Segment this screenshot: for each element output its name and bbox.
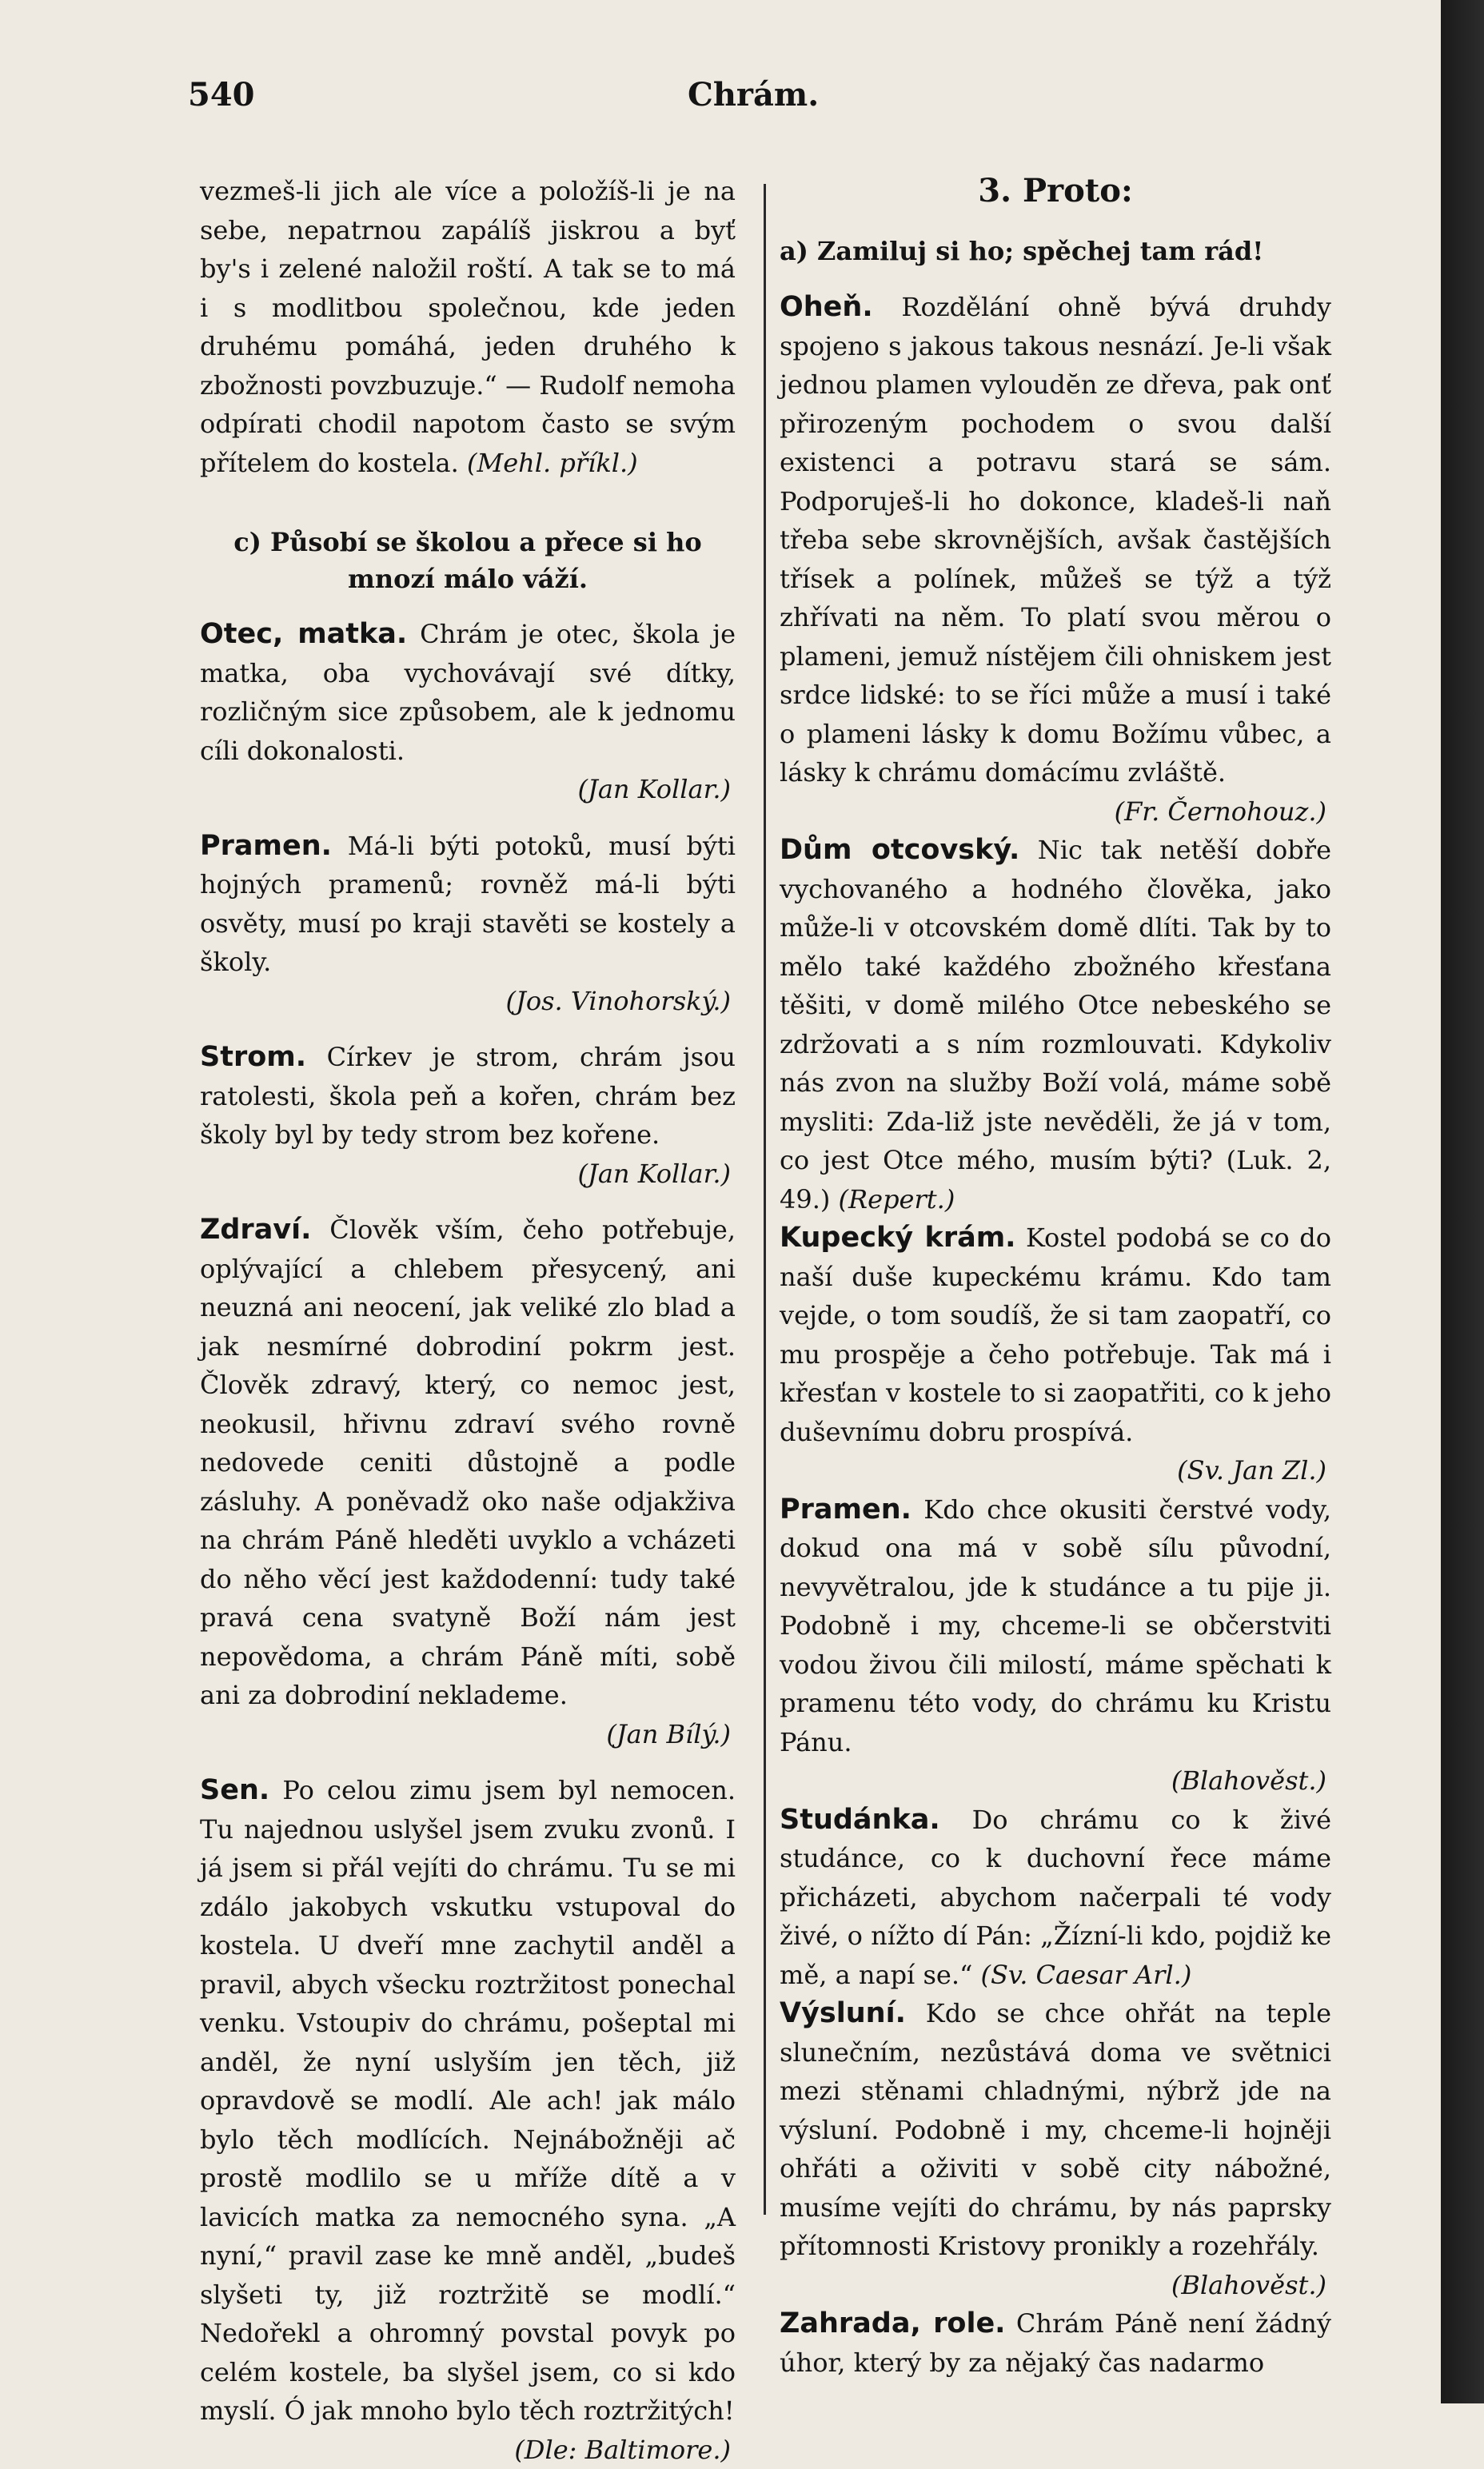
entry-text: Kostel podobá se co do naší duše kupeckému krámu. Kdo tam vejde, o tom soudíš, že si tam zaopatří, co mu prospěje a čeho potřebuje. Tak má i křesťan v kostele to si zaopatřiti, co k jeho duševnímu dobru prospívá. bbox=[780, 1223, 1331, 1447]
entry-studanka bbox=[780, 1801, 1331, 1995]
entry-keyword: Pramen. bbox=[200, 830, 332, 862]
entry-keyword: Zdraví. bbox=[200, 1214, 311, 1246]
scan-edge bbox=[1441, 0, 1484, 2403]
right-column bbox=[780, 172, 1331, 2382]
entry-keyword: Výsluní. bbox=[780, 1997, 906, 2029]
entry-zahrada-role bbox=[780, 2304, 1331, 2382]
entry-strom bbox=[200, 1038, 736, 1193]
entry-text: Nic tak netěší dobře vychovaného a hodného člověka, jako může-li v otcovském domě dlíti. Tak by to mělo také každého zbožného křesťana těšiti, v domě milého Otce nebeského se zdržovati a s ním rozmlouvati. Kdykoliv nás zvon na služby Boží volá, máme sobě mysliti: Zda-liž jste nevěděli, že já v tom, co jest Otce mého, musím býti? (Luk. 2, 49.) bbox=[780, 835, 1331, 1215]
sub-heading-a: a) Zamiluj si ho; spěchej tam rád! bbox=[780, 232, 1331, 271]
entry-ohen bbox=[780, 288, 1331, 831]
source-citation: (Jan Bílý.) bbox=[200, 1715, 736, 1754]
source-citation: (Blahověst.) bbox=[780, 2266, 1331, 2305]
entry-text: Chrám je otec, škola je matka, oba vychovávají své dítky, rozličným sice způsobem, ale k jednomu cíli dokonalosti. bbox=[200, 619, 736, 766]
source-citation: (Fr. Černohouz.) bbox=[780, 792, 1331, 832]
entry-keyword: Otec, matka. bbox=[200, 618, 407, 650]
entry-keyword: Studánka. bbox=[780, 1804, 940, 1836]
source-citation: (Sv. Jan Zl.) bbox=[780, 1451, 1331, 1490]
left-column bbox=[200, 172, 736, 2469]
entry-text: Kdo chce okusiti čerstvé vody, dokud ona má v sobě sílu původní, nevyvětralou, jde k studánce a tu pije ji. Podobně i my, chceme-li se občerstviti vodou živou čili milostí, máme spěchati k pramenu této vody, do chrámu ku Kristu Pánu. bbox=[780, 1494, 1331, 1757]
entry-sen bbox=[200, 1771, 736, 2469]
source-citation: (Jan Kollar.) bbox=[200, 1155, 736, 1194]
source-citation: (Sv. Caesar Arl.) bbox=[981, 1960, 1192, 1990]
entry-text: Rozdělání ohně bývá druhdy spojeno s jakous takous nesnází. Je-li však jednou plamen vyloudĕn ze dřeva, pak onť přirozeným pochodem o svou další existenci a potravu stará se sám. Podporuješ-li ho dokonce, kladeš-li naň třeba sebe skrovnějších, avšak častějších třísek a polínek, můžeš se týž a týž zhřívati na něm. To platí svou měrou o plameni, jemuž nístějem čili ohniskem jest srdce lidské: to se říci může a musí i také o plameni lásky k domu Božímu vůbec, a lásky k chrámu domácímu zvláště. bbox=[780, 292, 1331, 788]
entry-text: Člověk vším, čeho potřebuje, oplývající a chlebem přesycený, ani neuzná ani neocení, jak veliké zlo blad a jak nesmírné dobrodiní pokrm jest. Člověk zdravý, který, co nemoc jest, neokusil, hřivnu zdraví svého rovně nedovede ceniti důstojně a podle zásluhy. A poněvadž oko naše odjakživa na chrám Páně hleděti uvyklo a vcházeti do něho věcí jest každodenní: tudy také pravá cena svatyně Boží nám jest nepovědoma, a chrám Páně míti, sobě ani za dobrodiní neklademe. bbox=[200, 1215, 736, 1710]
source-citation: (Blahověst.) bbox=[780, 1761, 1331, 1801]
source-citation: (Jos. Vinohorský.) bbox=[200, 982, 736, 1021]
entry-keyword: Pramen. bbox=[780, 1494, 912, 1526]
entry-zdravi bbox=[200, 1211, 736, 1753]
entry-text: Církev je strom, chrám jsou ratolesti, škola peň a kořen, chrám bez školy byl by tedy strom bez kořene. bbox=[200, 1042, 736, 1150]
entry-dum-otcovsky bbox=[780, 831, 1331, 1219]
entry-text: Do chrámu co k živé studánce, co k duchovní řece máme přicházeti, abychom načerpali té vody živé, o nížto dí Pán: „Žízní-li kdo, pojdiž ke mě, a napí se.“ bbox=[780, 1805, 1331, 1990]
entry-text: Po celou zimu jsem byl nemocen. Tu najednou uslyšel jsem zvuku zvonů. I já jsem si přál vejíti do chrámu. Tu se mi zdálo jakobych vskutku vstupoval do kostela. U dveří mne zachytil anděl a pravil, abych všecku roztržitost ponechal venku. Vstoupiv do chrámu, pošeptal mi anděl, že nyní uslyším jen těch, již opravdově se modlí. Ale ach! jak málo bylo těch modlících. Nejnábožněji ač prostě modlilo se u mříže dítě a v lavicích matka za nemocného syna. „A nyní,“ pravil zase ke mně anděl, „budeš slyšeti ty, již roztržitě se modlí.“ Nedořekl a ohromný povstal povyk po celém kostele, ba slyšel jsem, co si kdo myslí. Ó jak mnoho bylo těch roztržitých! bbox=[200, 1775, 736, 2426]
source-citation: (Jan Kollar.) bbox=[200, 770, 736, 809]
source-citation: (Repert.) bbox=[839, 1184, 955, 1215]
entry-keyword: Oheň. bbox=[780, 291, 873, 323]
entry-keyword: Kupecký krám. bbox=[780, 1222, 1015, 1254]
running-title: Chrám. bbox=[688, 76, 819, 114]
source-citation: (Mehl. příkl.) bbox=[467, 448, 638, 478]
entry-pramen-right bbox=[780, 1490, 1331, 1801]
entry-text: Chrám Páně není žádný úhor, který by za nějaký čas nadarmo bbox=[780, 2308, 1331, 2378]
intro-paragraph: vezmeš-li jich ale více a položíš-li je na sebe, nepatrnou zapálíš jiskrou a byť by's i zelené naložil roští. A tak se to má i s modlitbou společnou, kde jeden druhému pomáhá, jeden druhého k zbožnosti povzbuzuje.“ — Rudolf nemoha odpírati chodil napotom často se svým přítelem do kostela. (Mehl. příkl.) bbox=[200, 172, 736, 482]
entry-vysluni bbox=[780, 1994, 1331, 2304]
entry-pramen bbox=[200, 827, 736, 1021]
entry-keyword: Dům otcovský. bbox=[780, 834, 1019, 866]
entry-keyword: Sen. bbox=[200, 1774, 269, 1806]
entry-keyword: Zahrada, role. bbox=[780, 2307, 1005, 2339]
entry-otec-matka bbox=[200, 615, 736, 809]
entry-keyword: Strom. bbox=[200, 1041, 306, 1073]
section-title: 3. Proto: bbox=[780, 172, 1331, 211]
entry-text: Kdo se chce ohřát na teple slunečním, nezůstává doma ve světnici mezi stěnami chladnými, nýbrž jde na výsluní. Podobně i my, chceme-li hojněji ohřáti a oživiti v sobě city nábožné, musíme vejíti do chrámu, by nás paprsky přítomnosti Kristovy pronikly a rozehřály. bbox=[780, 1998, 1331, 2261]
page-header bbox=[0, 76, 1484, 124]
column-divider bbox=[764, 184, 766, 2215]
entry-text: Má-li býti potoků, musí býti hojných pramenů; rovněž má-li býti osvěty, musí po kraji stavěti se kostely a školy. bbox=[200, 831, 736, 978]
page-number: 540 bbox=[188, 76, 255, 114]
source-citation: (Dle: Baltimore.) bbox=[200, 2431, 736, 2469]
section-heading-c: c) Působí se školou a přece si ho mnozí málo váží. bbox=[224, 524, 712, 597]
entry-kupecky-kram bbox=[780, 1219, 1331, 1490]
